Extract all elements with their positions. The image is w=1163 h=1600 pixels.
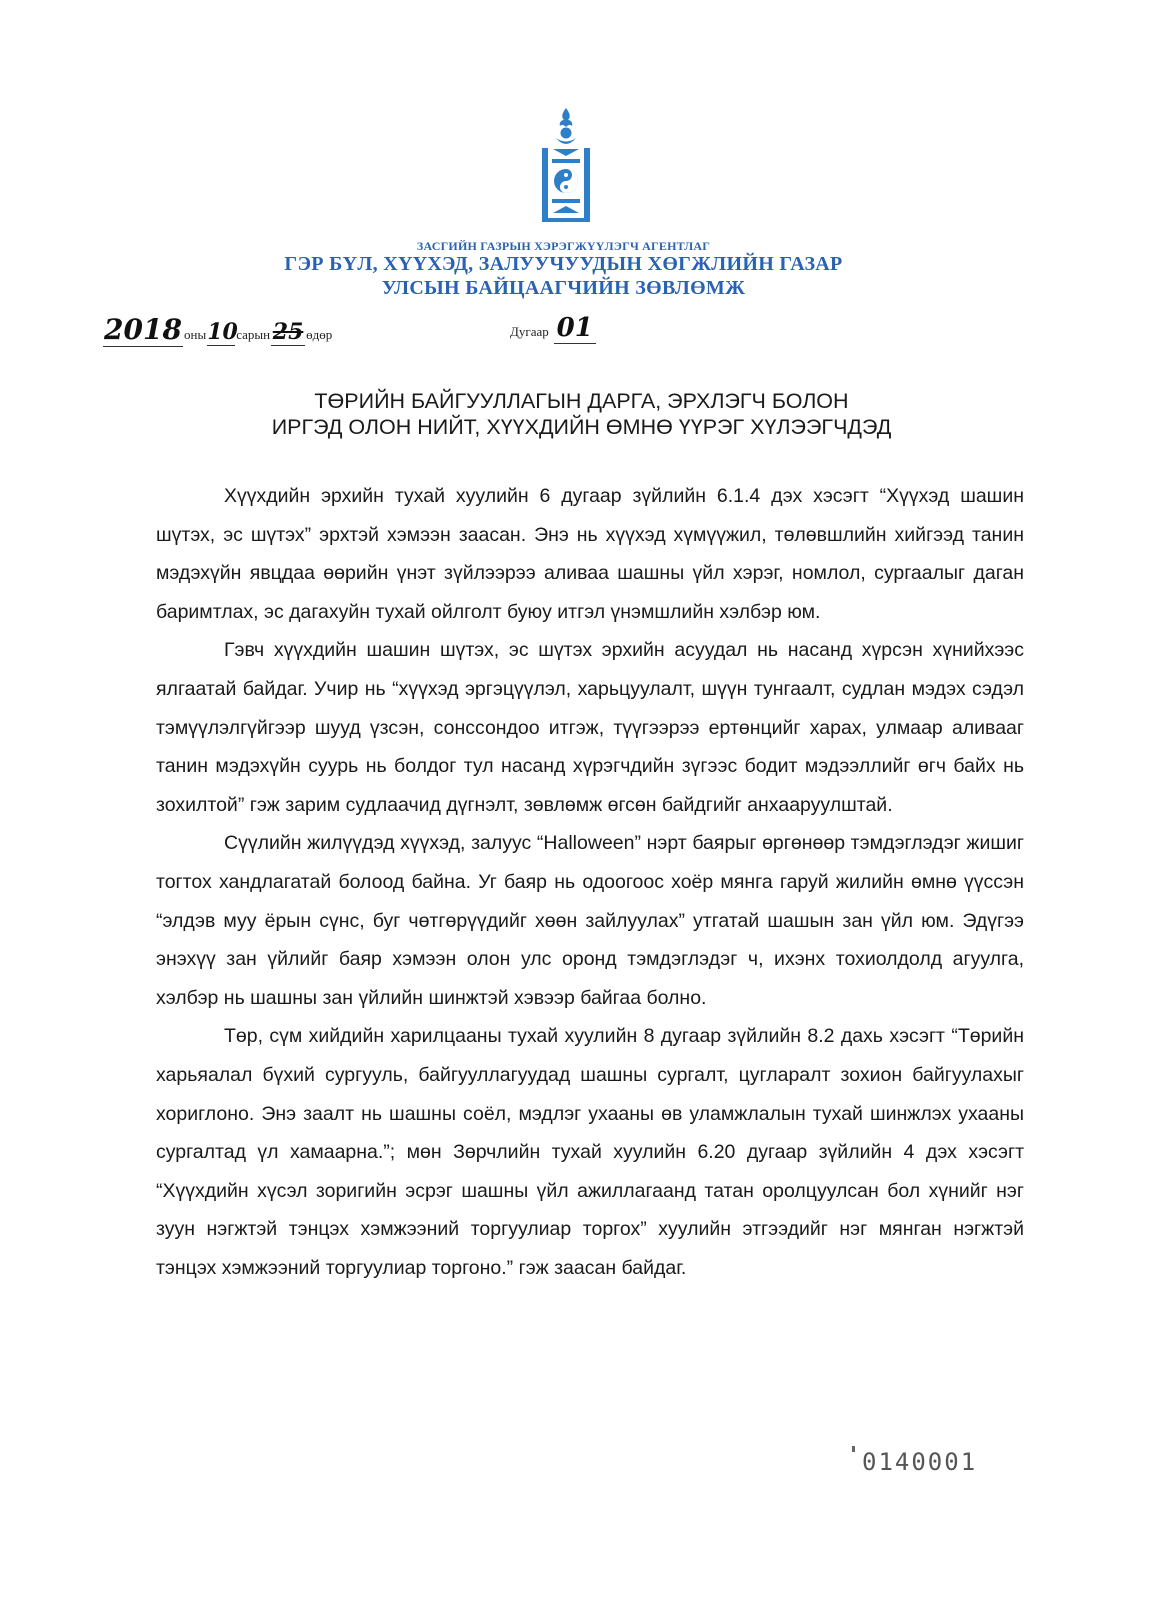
paragraph: Төр, сүм хийдийн харилцааны тухай хуулийн 8 дугаар зүйлийн 8.2 дахь хэсэгт “Төрийн харьяалал бүхий сургууль, байгууллагуудад шашны сургалт, цугларалт зохион байгуулахыг хориглоно. Энэ заалт нь шашны соёл, мэдлэг ухааны өв уламжлалын тухай шинжлэх ухааны сургалтад үл хамаарна.”; мөн Зөрчлийн тухай хуулийн 6.20 дугаар зүйлийн 4 дэх хэсэгт “Хүүхдийн хүсэл зоригийн эсрэг шашны үйл ажиллагаанд татан оролцуулсан бол хүнийг нэг зуун нэгжтэй тэнцэх хэмжээний торгуулиар торгох” хуулийн этгээдийг нэг мянган нэгжтэй тэнцэх хэмжээний торгуулиар торгоно.” гэж заасан байдаг. [156,1025,1024,1279]
date-day: 25 [272,319,304,345]
document-body [156,477,1024,1287]
document-number [509,313,596,353]
paragraph: Гэвч хүүхдийн шашин шүтэх, эс шүтэх эрхийн асуудал нь насанд хүрсэн хүнийхээс ялгаатай байдаг. Учир нь “хүүхэд эргэцүүлэл, харьцуулалт, шүүн тунгаалт, судлан мэдэх сэдэл тэмүүлэлгүйгээр шууд үзсэн, сонссондоо итгэж, түүгээрээ ертөнцийг харах, улмаар аливааг танин мэдэхүйн суурь нь болдог тул насанд хүрэгчдийн зүгээс бодит мэдээллийг өгч байх нь зохилтой” гэж зарим судлаачид дүгнэлт, зөвлөмж өгсөн байдгийг анхааруулштай. [156,639,1024,816]
document-title [0,388,1163,440]
paragraph: Сүүлийн жилүүдэд хүүхэд, залуус “Halloween” нэрт баярыг өргөнөөр тэмдэглэдэг жишиг тогтох хандлагатай болоод байна. Уг баяр нь одоогоос хоёр мянга гаруй жилийн өмнө үүссэн “элдэв муу ёрын сүнс, буг чөтгөрүүдийг хөөн зайлуулах” утгатай шашын зан үйл юм. Эдүгээ энэхүү зан үйлийг баяр хэмээн олон улс оронд тэмдэглэдэг ч, ихэнх тохиолдолд агуулга, хэлбэр нь шашны зан үйлийн шинжтэй хэвээр байгаа болно. [156,832,1024,1009]
date-line [103,313,333,353]
document-type: УЛСЫН БАЙЦААГЧИЙН ЗӨВЛӨМЖ [381,277,746,299]
paragraph: Хүүхдийн эрхийн тухай хуулийн 6 дугаар зүйлийн 6.1.4 дэх хэсэгт “Хүүхэд шашин шүтэх, эс шүтэх” эрхтэй хэмээн заасан. Энэ нь хүүхэд хүмүүжил, төлөвшлийн хийгээд танин мэдэхүйн явцдаа өөрийн үнэт зүйлээрээ аливаа шашны үйл хэрэг, номлол, сургаалыг даган баримтлах, эс дагахуйн тухай ойлголт буюу итгэл үнэмшлийн хэлбэр юм. [156,485,1024,623]
year-label: оны [184,327,207,342]
date-month: 10 [207,319,238,345]
date-year: 2018 [104,313,182,346]
title-line-1: ТӨРИЙН БАЙГУУЛЛАГЫН ДАРГА, ЭРХЛЭГЧ БОЛОН [314,389,849,413]
soyombo-emblem-icon [535,108,597,226]
day-label: өдөр [306,327,333,342]
number-value: 01 [554,313,596,344]
agency-name: ГЭР БҮЛ, ХҮҮХЭД, ЗАЛУУЧУУДЫН ХӨГЖЛИЙН ГАЗАР [284,253,843,275]
serial-mark [852,1446,855,1452]
agency-subtitle: ЗАСГИЙН ГАЗРЫН ХЭРЭГЖҮҮЛЭГЧ АГЕНТЛАГ [416,239,711,253]
serial-number: 0140001 [862,1448,978,1476]
number-label: Дугаар [510,324,549,339]
title-line-2: ИРГЭД ОЛОН НИЙТ, ХҮҮХДИЙН ӨМНӨ ҮҮРЭГ ХҮЛЭЭГЧДЭД [271,415,892,439]
month-label: сарын [236,327,271,342]
